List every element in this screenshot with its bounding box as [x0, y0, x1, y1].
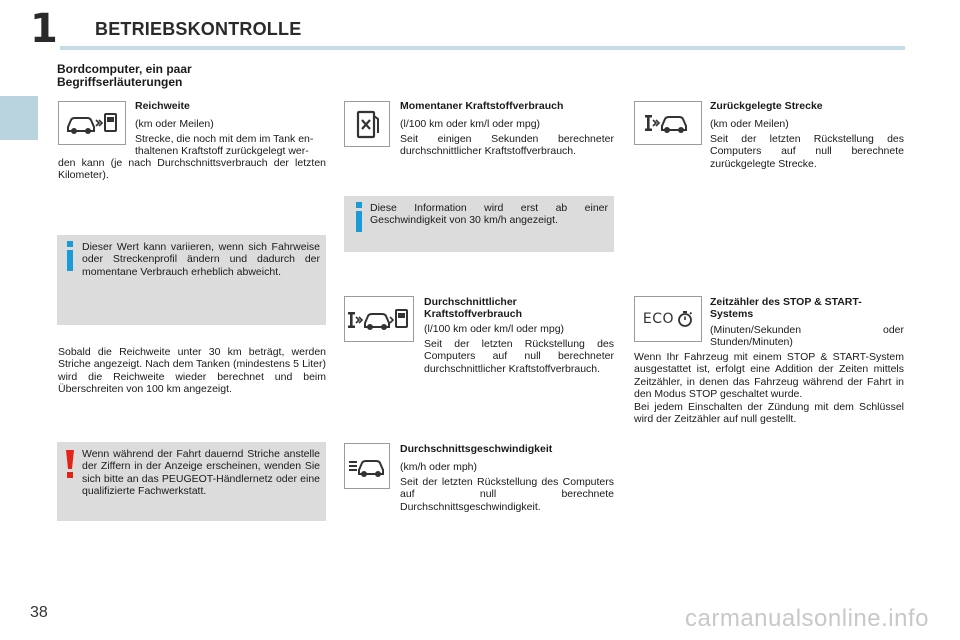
chapter-number: 1	[30, 6, 58, 52]
info-icon	[63, 241, 77, 271]
strecke-heading: Zurückgelegte Strecke	[710, 100, 823, 112]
strecke-unit: (km oder Meilen)	[710, 118, 789, 130]
header-rule	[60, 46, 905, 50]
durchschnitt-unit: (l/100 km oder km/l oder mpg)	[424, 323, 565, 335]
reichweite-text-line3: den kann (je nach Durchschnittsverbrauch der letzten Kilometer).	[58, 157, 326, 182]
reichweite-text-line1: Strecke, die noch mit dem im Tank en-	[135, 133, 314, 145]
distance-travelled-icon	[634, 101, 702, 145]
durchschnitt-heading: Durchschnittlicher Kraftstoffverbrauch	[424, 296, 523, 321]
fuel-pump-icon	[344, 101, 390, 147]
watermark: carmanualsonline.info	[685, 605, 929, 632]
info-icon	[352, 202, 366, 232]
chapter-side-tab	[0, 96, 38, 140]
geschwindigkeit-unit: (km/h oder mph)	[400, 461, 478, 473]
chapter-title: BETRIEBSKONTROLLE	[95, 19, 302, 39]
car-range-fuel-icon	[58, 101, 126, 145]
warning-note-text: Wenn während der Fahrt dauernd Striche anstelle der Ziffern in der Anzeige erscheinen, wenden Sie sich bitte an das PEUGEOT-Händlernetz oder eine qualifizierte Fachwerkstatt.	[82, 448, 320, 498]
average-consumption-icon	[344, 296, 414, 342]
strecke-text: Seit der letzten Rückstellung des Computers auf null berechnete zurückgelegte Strecke.	[710, 133, 904, 170]
warning-exclamation-icon	[63, 450, 77, 478]
momentan-unit: (l/100 km oder km/l oder mpg)	[400, 118, 541, 130]
warning-note	[57, 442, 326, 521]
reichweite-low-text: Sobald die Reichweite unter 30 km beträgt, werden Striche angezeigt. Nach dem Tanken (mindestens 5 Liter) wird die Reichweite wieder berechnet und beim Überschreiten von 100 km angezeigt.	[58, 346, 326, 396]
durchschnitt-text: Seit der letzten Rückstellung des Computers auf null berechneter durchschnittlicher Kraftstoffverbrauch.	[424, 338, 614, 375]
info-note-reichweite	[57, 235, 326, 325]
reichweite-text-line2: thaltenen Kraftstoff zurückgelegt wer-	[135, 145, 309, 157]
stopstart-unit: (Minuten/Sekunden oder Stunden/Minuten)	[710, 324, 904, 349]
eco-timer-icon	[634, 296, 702, 342]
section-title: Bordcomputer, ein paar Begriffserläuterungen	[57, 62, 192, 90]
stopstart-text1: Wenn Ihr Fahrzeug mit einem STOP & START-System ausgestattet ist, erfolgt eine Addition der Zeiten mittels Zeitzähler, in denen das Fahrzeug während der Fahrt in den Modus STOP geschaltet wurde.	[634, 351, 904, 401]
info-note-speed	[344, 196, 614, 252]
eco-icon-label: ECO	[642, 310, 675, 327]
geschwindigkeit-text: Seit der letzten Rückstellung des Computers auf null berechnete Durchschnittsgeschwindigkeit.	[400, 476, 614, 513]
momentan-heading: Momentaner Kraftstoffverbrauch	[400, 100, 564, 112]
stopstart-text2: Bei jedem Einschalten der Zündung mit dem Schlüssel wird der Zeitzähler auf null gestellt.	[634, 401, 904, 426]
stopstart-heading: Zeitzähler des STOP & START-Systems	[710, 296, 862, 321]
geschwindigkeit-heading: Durchschnittsgeschwindigkeit	[400, 443, 553, 455]
info-note-speed-text: Diese Information wird erst ab einer Geschwindigkeit von 30 km/h angezeigt.	[370, 202, 608, 227]
reichweite-heading: Reichweite	[135, 100, 190, 112]
average-speed-icon	[344, 443, 390, 489]
momentan-text: Seit einigen Sekunden berechneter durchschnittlicher Kraftstoffverbrauch.	[400, 133, 614, 158]
info-note-reichweite-text: Dieser Wert kann variieren, wenn sich Fahrweise oder Streckenprofil ändern und dadurch der momentane Verbrauch erheblich abweicht.	[82, 241, 320, 278]
reichweite-unit: (km oder Meilen)	[135, 118, 214, 130]
page-number: 38	[30, 604, 48, 621]
